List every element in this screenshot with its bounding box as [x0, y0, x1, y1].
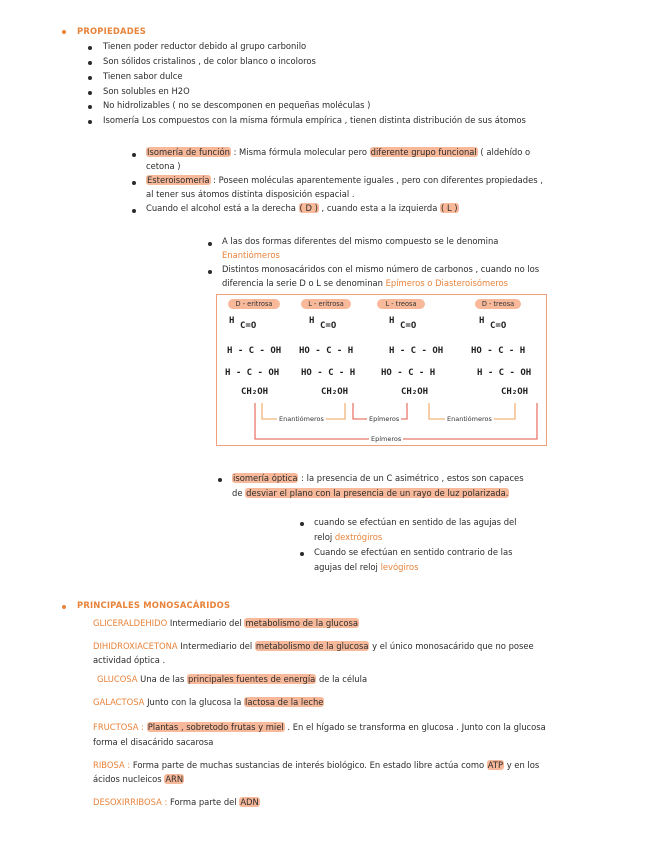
mono-fructosa-cont: forma el disacárido sacarosa — [93, 737, 214, 747]
relation-brackets — [217, 295, 548, 447]
formula-bottom: CH₂OH — [321, 387, 349, 397]
highlight: ARN — [165, 774, 184, 784]
list-bullet — [88, 46, 92, 50]
list-bullet — [132, 181, 136, 185]
mono-name: FRUCTOSA : — [93, 722, 145, 732]
isomer-diagram — [216, 294, 547, 446]
section-title-propiedades: PROPIEDADES — [77, 26, 147, 36]
highlight: principales fuentes de energía — [188, 674, 316, 684]
list-bullet — [132, 209, 136, 213]
list-item: Son solubles en H2O — [103, 86, 190, 96]
dextrogiros-term: dextrógiros — [334, 532, 383, 542]
list-item: Tienen sabor dulce — [103, 71, 183, 81]
isomeria-funcion — [146, 146, 530, 159]
text: : Misma fórmula molecular pero — [230, 147, 370, 157]
sugar-label: L - treosa — [377, 299, 425, 309]
sugar-label: D - eritrosa — [228, 299, 280, 309]
isomeria-optica — [232, 472, 524, 485]
list-item: Son sólidos cristalinos , de color blanco o incoloros — [103, 56, 316, 66]
text: de la célula — [316, 674, 368, 684]
formula-top-h: H — [479, 316, 485, 326]
mono-name: DESOXIRRIBOSA : — [93, 797, 168, 807]
list-bullet — [208, 242, 212, 246]
formula-bottom: CH₂OH — [241, 387, 269, 397]
text: de — [232, 488, 246, 498]
formula-top-h: H — [309, 316, 315, 326]
section-title-monosacaridos: PRINCIPALES MONOSACÁRIDOS — [77, 600, 231, 610]
term-esteroisomeria: Esteroisomería — [147, 175, 210, 185]
sugar-label: L - eritrosa — [301, 299, 351, 309]
bracket-label-epimeros: Epímeros — [371, 435, 402, 443]
text: Junto con la glucosa la — [144, 697, 245, 707]
text: ( aldehído o — [477, 147, 531, 157]
mono-glucosa — [97, 673, 367, 686]
mono-dihidroxiacetona — [93, 640, 534, 653]
text: Una de las — [137, 674, 188, 684]
bracket-label-enantiomeros: Enantiómeros — [447, 415, 492, 423]
text: Forma parte del — [167, 797, 240, 807]
list-bullet — [88, 105, 92, 109]
mono-gliceraldehido — [93, 617, 359, 630]
highlight-l: ( L ) — [441, 203, 458, 213]
formula-row: H - C - OH — [389, 346, 444, 356]
bracket-label-enantiomeros: Enantiómeros — [279, 415, 324, 423]
mono-name: DIHIDROXIACETONA — [93, 641, 178, 651]
levogiros-def-cont — [314, 561, 419, 574]
section-bullet — [62, 30, 66, 34]
mono-ribosa — [93, 759, 539, 772]
formula-bottom: CH₂OH — [401, 387, 429, 397]
formula-row: HO - C - H — [301, 368, 356, 378]
text: Intermediario del — [167, 618, 245, 628]
highlight: diferente grupo funcional — [370, 147, 477, 157]
highlight: metabolismo de la glucosa — [245, 618, 359, 628]
formula-row: HO - C - H — [471, 346, 526, 356]
isomeria-optica-cont — [232, 487, 509, 500]
dextrogiros-def-cont — [314, 531, 382, 544]
formula-top-h: H — [229, 316, 235, 326]
sugar-label: D - treosa — [475, 299, 521, 309]
text: y en los — [504, 760, 540, 770]
bracket-label-epimeros: Epímeros — [369, 415, 400, 423]
alcohol-rule — [146, 202, 459, 215]
list-item: No hidrolizables ( no se descomponen en pequeñas moléculas ) — [103, 100, 371, 110]
mono-fructosa — [93, 721, 546, 734]
list-item: Isomería Los compuestos con la misma fórmula empírica , tienen distinta distribución de sus átomos — [103, 115, 526, 125]
highlight: metabolismo de la glucosa — [255, 641, 369, 651]
list-bullet — [88, 76, 92, 80]
list-bullet — [88, 61, 92, 65]
term-isomeria-optica: isomería óptica — [233, 473, 298, 483]
text: diferencia la serie D o L se denominan — [222, 278, 386, 288]
formula-row: H - C - OH — [225, 368, 280, 378]
formula-carbonyl: C=O — [490, 321, 507, 331]
highlight: desviar el plano con la presencia de un rayo de luz polarizada. — [246, 488, 509, 498]
highlight: Plantas , sobretodo frutas y miel — [147, 722, 284, 732]
list-bullet — [132, 153, 136, 157]
text: agujas del reloj — [314, 562, 381, 572]
text: : Poseen moléculas aparentemente iguales , pero con diferentes propiedades , — [210, 175, 543, 185]
formula-bottom: CH₂OH — [501, 387, 529, 397]
text: reloj — [314, 532, 335, 542]
highlight: lactosa de la leche — [245, 697, 324, 707]
list-item: Tienen poder reductor debido al grupo carbonilo — [103, 41, 307, 51]
dextrogiros-def: cuando se efectúan en sentido de las agujas del — [314, 517, 517, 527]
formula-row: HO - C - H — [381, 368, 436, 378]
levogiros-term: levógiros — [380, 562, 419, 572]
isomeria-funcion-cont: cetona ) — [146, 161, 181, 171]
text: Cuando el alcohol está a la derecha — [146, 203, 299, 213]
list-bullet — [218, 478, 222, 482]
epimeros-term: Epímeros o Diasteroisómeros — [385, 278, 509, 288]
levogiros-def: Cuando se efectúan en sentido contrario de las — [314, 547, 513, 557]
formula-carbonyl: C=O — [320, 321, 337, 331]
mono-name: GLUCOSA — [97, 674, 138, 684]
list-bullet — [300, 552, 304, 556]
list-bullet — [300, 522, 304, 526]
formula-top-h: H — [389, 316, 395, 326]
esteroisomeria — [146, 174, 543, 187]
highlight: ATP — [487, 760, 504, 770]
term-isomeria-funcion: Isomería de función — [147, 147, 230, 157]
text: Forma parte de muchas sustancias de interés biológico. En estado libre actúa como — [130, 760, 487, 770]
mono-desoxirribosa — [93, 796, 260, 809]
formula-carbonyl: C=O — [400, 321, 417, 331]
enantiomeros-term: Enantiómeros — [222, 250, 280, 260]
text: Intermediario del — [177, 641, 255, 651]
epimeros-def: Distintos monosacáridos con el mismo número de carbonos , cuando no los — [222, 264, 540, 274]
formula-row: H - C - OH — [227, 346, 282, 356]
epimeros-def-cont — [222, 277, 508, 290]
formula-row: HO - C - H — [299, 346, 354, 356]
mono-dihidroxiacetona-cont: actividad óptica . — [93, 655, 166, 665]
list-bullet — [88, 120, 92, 124]
esteroisomeria-cont: al tener sus átomos distinta disposición espacial . — [146, 189, 355, 199]
formula-row: H - C - OH — [477, 368, 532, 378]
text: : la presencia de un C asimétrico , estos son capaces — [298, 473, 524, 483]
list-bullet — [208, 270, 212, 274]
mono-name: RIBOSA : — [93, 760, 131, 770]
text: ácidos nucleicos — [93, 774, 165, 784]
formula-carbonyl: C=O — [240, 321, 257, 331]
highlight: ADN — [240, 797, 259, 807]
highlight-d: ( D ) — [299, 203, 318, 213]
mono-ribosa-cont — [93, 773, 184, 786]
section-bullet — [62, 605, 66, 609]
mono-name: GLICERALDEHIDO — [93, 618, 168, 628]
text: . En el hígado se transforma en glucosa . Junto con la glucosa — [284, 722, 546, 732]
text: , cuando esta a la izquierda — [318, 203, 441, 213]
mono-galactosa — [93, 696, 324, 709]
mono-name: GALACTOSA — [93, 697, 145, 707]
enantiomeros-def: A las dos formas diferentes del mismo compuesto se le denomina — [222, 236, 499, 246]
text: y el único monosacárido que no posee — [369, 641, 534, 651]
list-bullet — [88, 91, 92, 95]
